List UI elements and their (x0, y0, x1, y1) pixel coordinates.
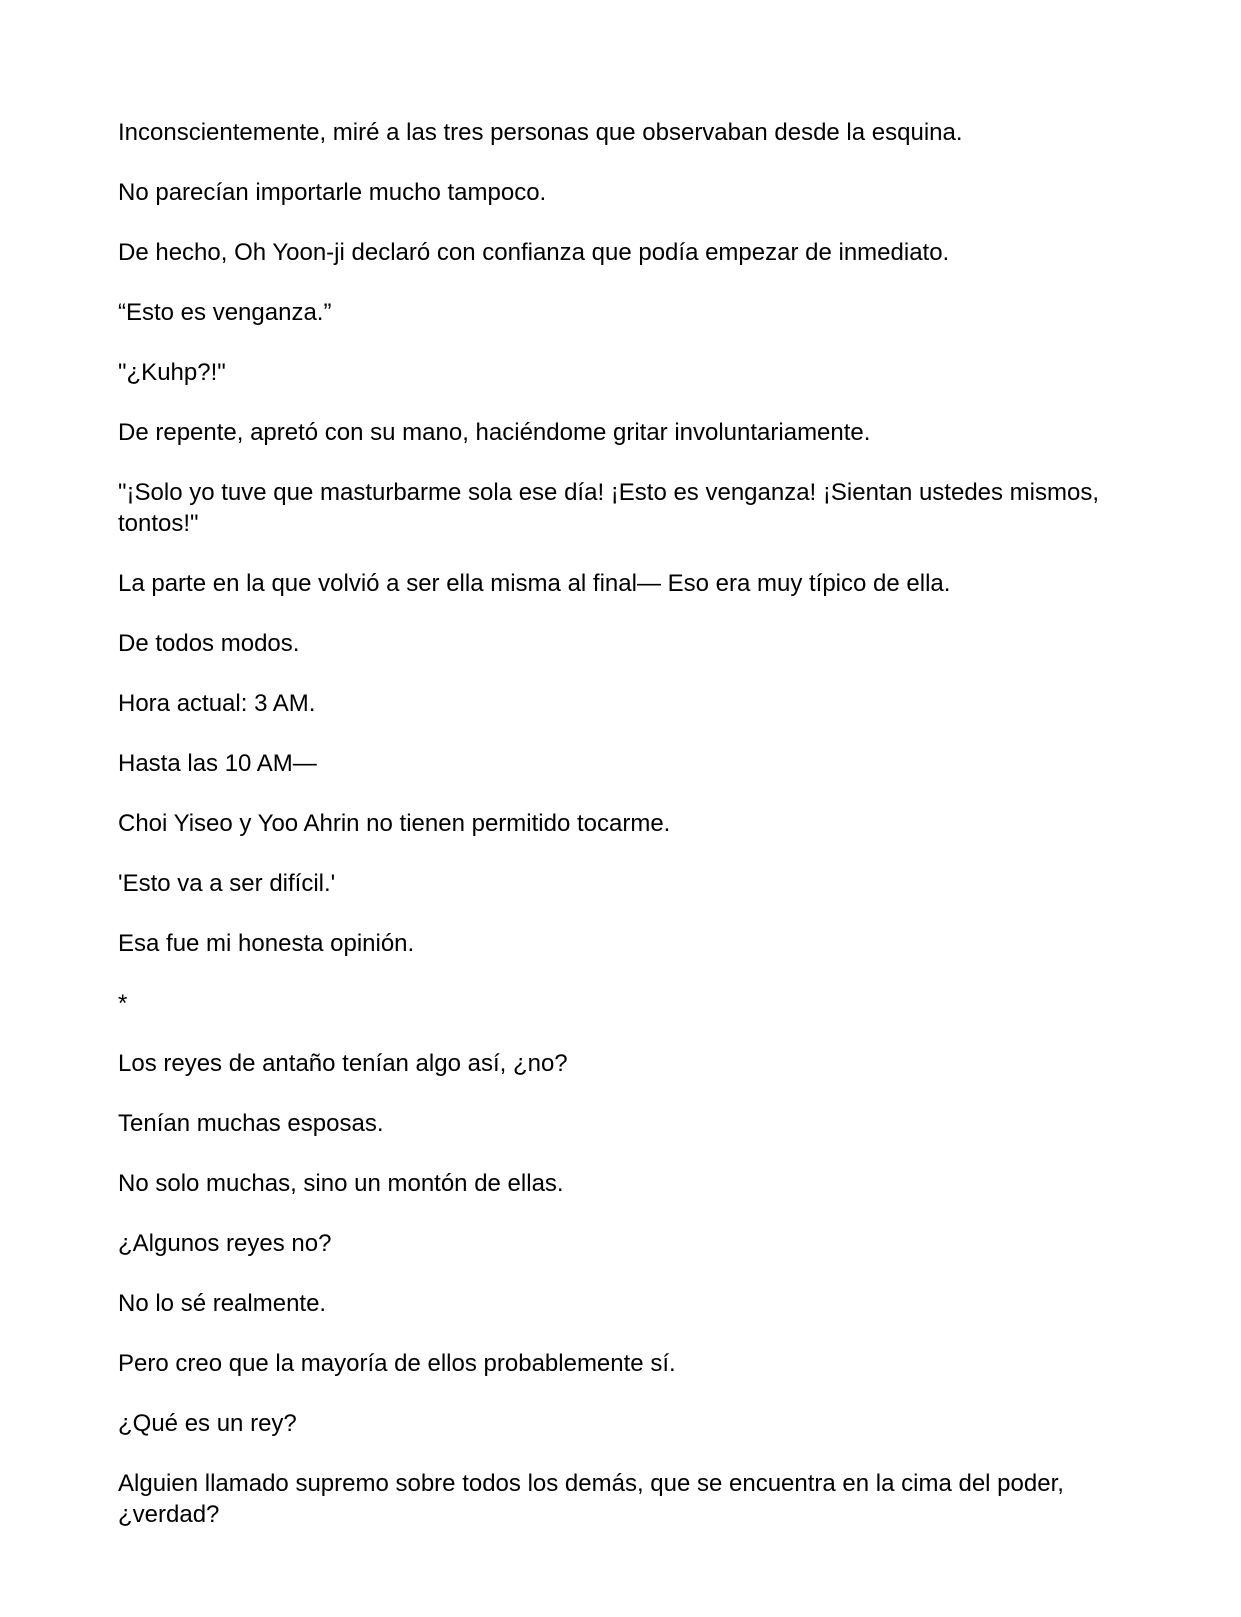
document-body (118, 117, 1128, 1559)
paragraph: Los reyes de antaño tenían algo así, ¿no? (118, 1050, 568, 1077)
paragraph: Inconscientemente, miré a las tres personas que observaban desde la esquina. (118, 119, 963, 146)
paragraph: No lo sé realmente. (118, 1290, 327, 1317)
paragraph: Hasta las 10 AM— (118, 750, 317, 777)
paragraph: 'Esto va a ser difícil.' (118, 870, 336, 897)
paragraph: De todos modos. (118, 630, 300, 657)
paragraph: ¿Algunos reyes no? (118, 1230, 332, 1257)
paragraph: Choi Yiseo y Yoo Ahrin no tienen permitido tocarme. (118, 810, 671, 837)
paragraph: "¿Kuhp?!" (118, 359, 226, 386)
paragraph: Esa fue mi honesta opinión. (118, 930, 415, 957)
paragraph: Tenían muchas esposas. (118, 1110, 384, 1137)
paragraph: No solo muchas, sino un montón de ellas. (118, 1170, 564, 1197)
paragraph: Pero creo que la mayoría de ellos probablemente sí. (118, 1350, 676, 1377)
paragraph: De repente, apretó con su mano, haciéndome gritar involuntariamente. (118, 419, 871, 446)
paragraph: ¿Qué es un rey? (118, 1410, 297, 1437)
paragraph: Hora actual: 3 AM. (118, 690, 316, 717)
paragraph: Alguien llamado supremo sobre todos los demás, que se encuentra en la cima del poder, ¿verdad? (118, 1470, 1064, 1528)
scene-break: * (118, 990, 128, 1017)
paragraph: La parte en la que volvió a ser ella misma al final— Eso era muy típico de ella. (118, 570, 951, 597)
paragraph: No parecían importarle mucho tampoco. (118, 179, 547, 206)
paragraph: "¡Solo yo tuve que masturbarme sola ese día! ¡Esto es venganza! ¡Sientan ustedes mismos, tontos!" (118, 479, 1100, 537)
paragraph: “Esto es venganza.” (118, 299, 332, 326)
paragraph: De hecho, Oh Yoon-ji declaró con confianza que podía empezar de inmediato. (118, 239, 950, 266)
